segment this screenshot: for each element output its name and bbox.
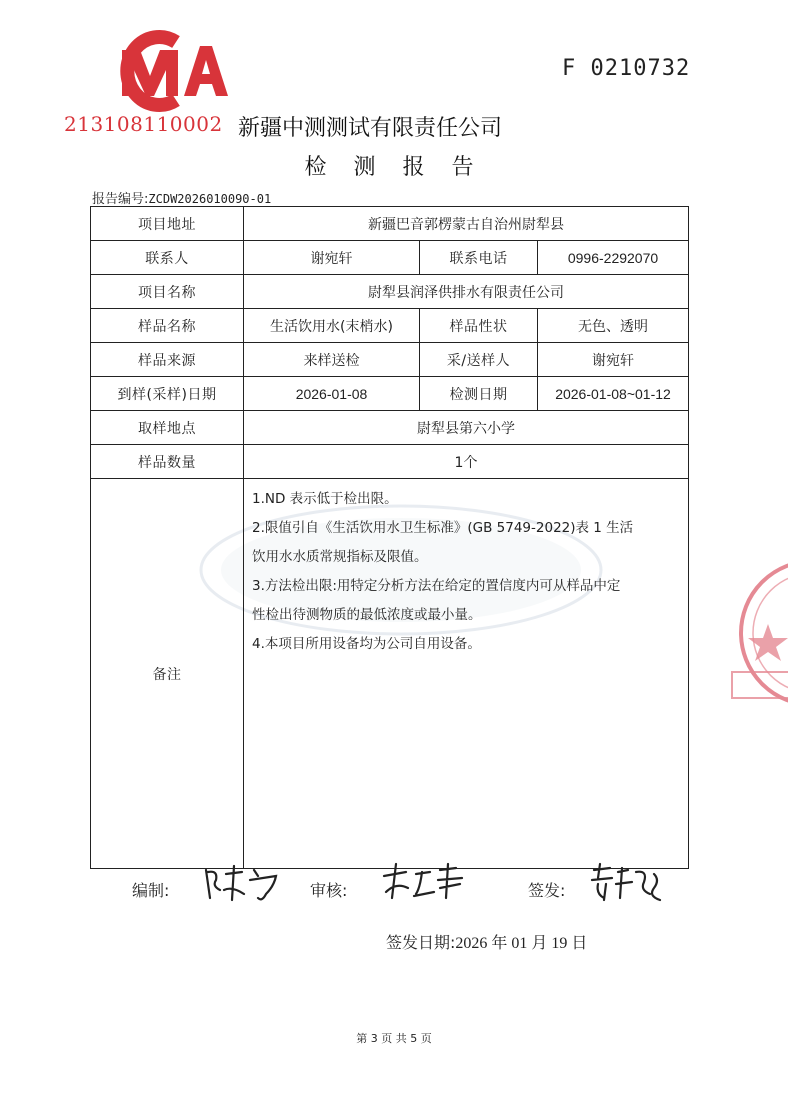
report-info-table xyxy=(90,206,689,869)
editor-label: 编制: xyxy=(132,881,170,900)
arrival-date-label: 到样(采样)日期 xyxy=(91,377,244,411)
phone-label: 联系电话 xyxy=(420,241,538,275)
table-row xyxy=(91,377,689,411)
arrival-date-value: 2026-01-08 xyxy=(244,377,420,411)
company-name: 新疆中测测试有限责任公司 xyxy=(238,116,503,141)
issue-date xyxy=(386,930,587,953)
sample-name-label: 样品名称 xyxy=(91,309,244,343)
remarks-cell xyxy=(244,479,689,869)
issuer-label: 签发: xyxy=(528,881,566,900)
project-address-label: 项目地址 xyxy=(91,207,244,241)
report-number-label: 报告编号: xyxy=(92,192,149,207)
remark-line: 饮用水水质常规指标及限值。 xyxy=(252,549,428,565)
sampling-site-value: 尉犁县第六小学 xyxy=(244,411,689,445)
remark-line: 3.方法检出限:用特定分析方法在给定的置信度内可从样品中定 xyxy=(252,578,621,594)
sample-qty-value: 1个 xyxy=(244,445,689,479)
report-number xyxy=(92,188,271,207)
table-row xyxy=(91,343,689,377)
report-number-value: ZCDW2026010090-01 xyxy=(148,192,272,206)
remark-line: 1.ND 表示低于检出限。 xyxy=(252,491,398,507)
sampling-site-label: 取样地点 xyxy=(91,411,244,445)
cma-cert-number: 213108110002 xyxy=(64,112,223,136)
issue-date-label: 签发日期: xyxy=(386,933,456,952)
sample-source-label: 样品来源 xyxy=(91,343,244,377)
contact-value: 谢宛轩 xyxy=(244,241,420,275)
editor-signature xyxy=(200,858,290,908)
sample-props-value: 无色、透明 xyxy=(538,309,689,343)
cma-logo xyxy=(88,28,228,114)
issuer-signature xyxy=(588,858,668,908)
project-name-label: 项目名称 xyxy=(91,275,244,309)
sender-value: 谢宛轩 xyxy=(538,343,689,377)
table-row xyxy=(91,445,689,479)
table-row xyxy=(91,275,689,309)
page-number: 第 3 页 共 5 页 xyxy=(356,1032,432,1045)
serial-number: F 0210732 xyxy=(562,56,691,81)
sample-qty-label: 样品数量 xyxy=(91,445,244,479)
issue-date-value: 2026 年 01 月 19 日 xyxy=(455,935,588,952)
remark-line: 4.本项目所用设备均为公司自用设备。 xyxy=(252,636,481,652)
contact-label: 联系人 xyxy=(91,241,244,275)
table-row xyxy=(91,241,689,275)
remark-line: 性检出待测物质的最低浓度或最小量。 xyxy=(252,607,482,623)
project-address-value: 新疆巴音郭楞蒙古自治州尉犁县 xyxy=(244,207,689,241)
sender-label: 采/送样人 xyxy=(420,343,538,377)
test-date-value: 2026-01-08~01-12 xyxy=(538,377,689,411)
reviewer-signature xyxy=(376,858,476,908)
project-name-value: 尉犁县润泽供排水有限责任公司 xyxy=(244,275,689,309)
document-title: 检 测 报 告 xyxy=(304,155,484,180)
test-date-label: 检测日期 xyxy=(420,377,538,411)
sample-source-value: 来样送检 xyxy=(244,343,420,377)
sample-name-value: 生活饮用水(末梢水) xyxy=(244,309,420,343)
table-row xyxy=(91,479,689,869)
sample-props-label: 样品性状 xyxy=(420,309,538,343)
table-row xyxy=(91,411,689,445)
table-row xyxy=(91,207,689,241)
reviewer-label: 审核: xyxy=(310,881,348,900)
remarks-label: 备注 xyxy=(91,479,244,869)
table-row xyxy=(91,309,689,343)
company-seal xyxy=(728,548,788,718)
remark-line: 2.限值引自《生活饮用水卫生标准》(GB 5749-2022)表 1 生活 xyxy=(252,520,634,536)
phone-value: 0996-2292070 xyxy=(538,241,689,275)
